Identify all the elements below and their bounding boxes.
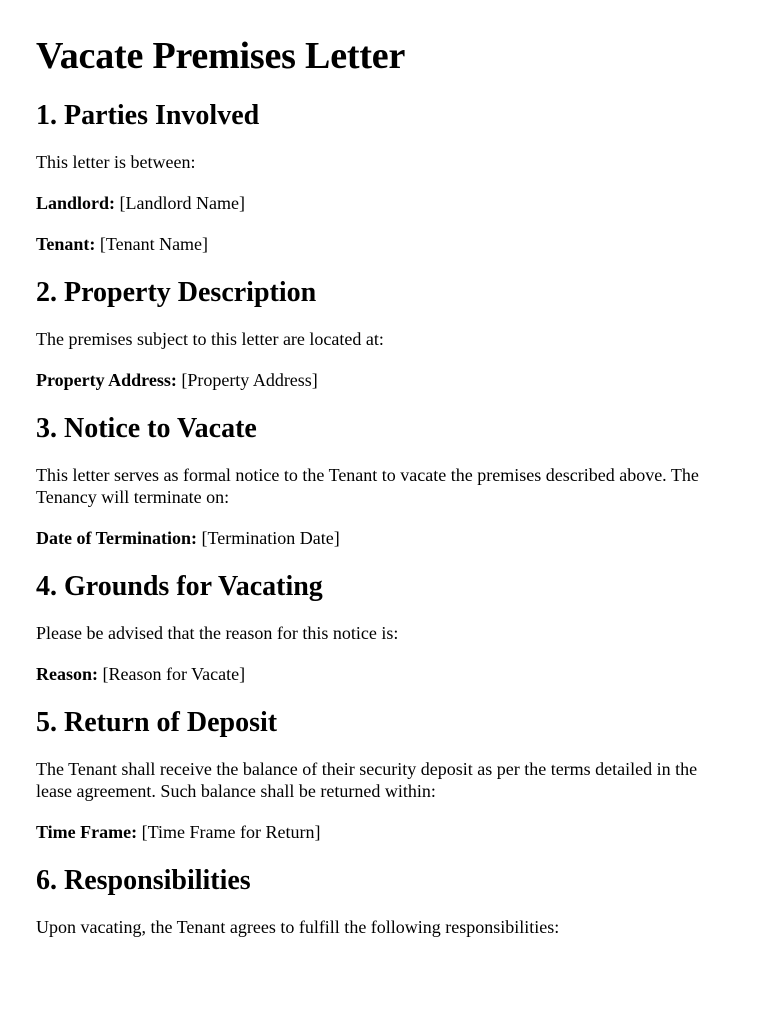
field-label: Time Frame: [36, 822, 138, 842]
section-intro: The premises subject to this letter are located at: [36, 329, 384, 349]
field-value: [Property Address] [181, 370, 318, 390]
field-time-frame [36, 821, 734, 843]
field-landlord [36, 192, 734, 214]
section-intro: Upon vacating, the Tenant agrees to fulfill the following responsibilities: [36, 917, 560, 937]
field-label: Date of Termination: [36, 528, 197, 548]
field-value: [Tenant Name] [99, 234, 209, 254]
field-reason [36, 663, 734, 685]
section-heading: 5. Return of Deposit [36, 707, 278, 738]
section-intro: Please be advised that the reason for this notice is: [36, 623, 399, 643]
field-value: [Reason for Vacate] [102, 664, 246, 684]
section-heading: 6. Responsibilities [36, 865, 251, 896]
field-termination-date [36, 527, 734, 549]
section-parties [36, 99, 734, 255]
document-title: Vacate Premises Letter [36, 35, 406, 77]
section-notice [36, 412, 734, 549]
section-heading: 1. Parties Involved [36, 100, 260, 131]
section-intro: This letter serves as formal notice to the Tenant to vacate the premises described above. The Tenancy will terminate on: [36, 465, 699, 507]
section-deposit [36, 706, 734, 843]
section-heading: 4. Grounds for Vacating [36, 571, 323, 602]
field-property-address [36, 369, 734, 391]
field-value: [Termination Date] [201, 528, 340, 548]
section-intro: This letter is between: [36, 152, 196, 172]
section-intro: The Tenant shall receive the balance of their security deposit as per the terms detailed in the lease agreement. Such balance shall be returned within: [36, 759, 698, 801]
field-label: Reason: [36, 664, 98, 684]
field-label: Landlord: [36, 193, 116, 213]
section-property [36, 276, 734, 391]
field-label: Property Address: [36, 370, 177, 390]
section-heading: 3. Notice to Vacate [36, 413, 257, 444]
section-grounds [36, 570, 734, 685]
field-label: Tenant: [36, 234, 96, 254]
section-heading: 2. Property Description [36, 277, 317, 308]
section-responsibilities [36, 864, 734, 938]
field-value: [Time Frame for Return] [141, 822, 321, 842]
field-value: [Landlord Name] [119, 193, 245, 213]
field-tenant [36, 233, 734, 255]
